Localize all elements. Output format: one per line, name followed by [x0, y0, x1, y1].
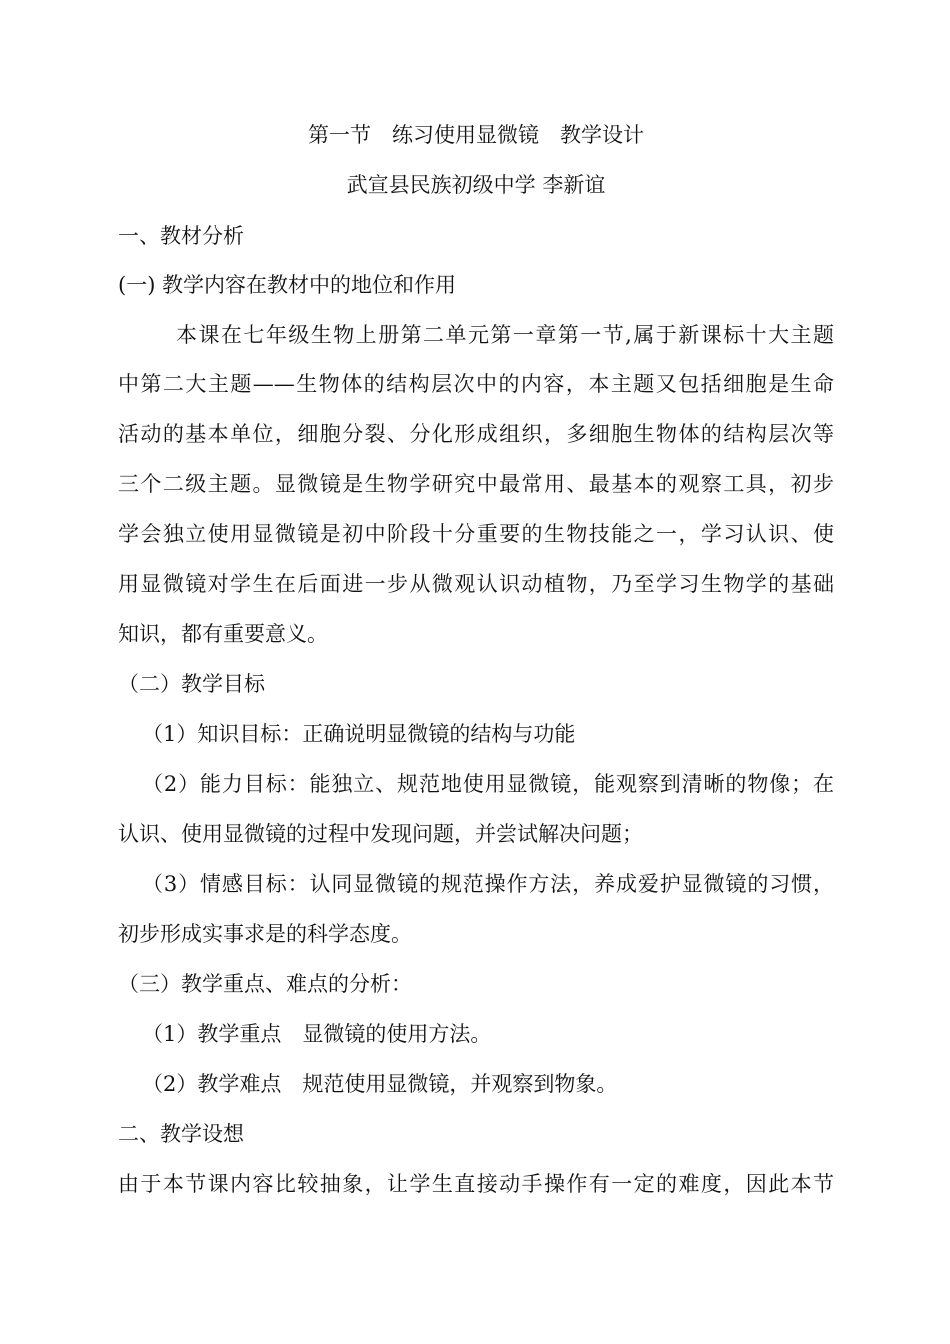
goal-emotion-line-1: （3）情感目标：认同显微镜的规范操作方法，养成爱护显微镜的习惯，: [142, 872, 834, 896]
paragraph-1-line-6: 用显微镜对学生在后面进一步从微观认识动植物，乃至学习生物学的基础: [118, 572, 834, 596]
section-heading-2: 二、教学设想: [118, 1122, 244, 1146]
key-point: （1）教学重点 显微镜的使用方法。: [142, 1022, 492, 1046]
subsection-heading-1: (一) 教学内容在教材中的地位和作用: [118, 273, 457, 297]
paragraph-1-line-2: 中第二大主题——生物体的结构层次中的内容，本主题又包括细胞是生命: [118, 372, 834, 396]
goal-ability-line-2: 认识、使用显微镜的过程中发现问题，并尝试解决问题；: [118, 822, 643, 846]
goal-knowledge: （1）知识目标：正确说明显微镜的结构与功能: [142, 722, 576, 746]
difficult-point: （2）教学难点 规范使用显微镜，并观察到物象。: [142, 1072, 618, 1096]
paragraph-1-line-3: 活动的基本单位，细胞分裂、分化形成组织，多细胞生物体的结构层次等: [118, 422, 834, 446]
paragraph-1-line-4: 三个二级主题。显微镜是生物学研究中最常用、最基本的观察工具，初步: [118, 472, 834, 496]
paragraph-2-line-1: 由于本节课内容比较抽象，让学生直接动手操作有一定的难度，因此本节: [118, 1172, 834, 1196]
section-heading-1: 一、教材分析: [118, 224, 244, 248]
document-title: 第一节 练习使用显微镜 教学设计: [308, 123, 644, 147]
paragraph-1-line-7: 知识，都有重要意义。: [118, 622, 328, 646]
paragraph-1-line-1: 本课在七年级生物上册第二单元第一章第一节,属于新课标十大主题: [176, 323, 834, 347]
author-line: 武宣县民族初级中学 李新谊: [346, 173, 606, 197]
goal-ability-line-1: （2）能力目标：能独立、规范地使用显微镜，能观察到清晰的物像；在: [142, 772, 834, 796]
goal-emotion-line-2: 初步形成实事求是的科学态度。: [118, 922, 412, 946]
paragraph-1-line-5: 学会独立使用显微镜是初中阶段十分重要的生物技能之一，学习认识、使: [118, 522, 834, 546]
subsection-heading-3: （三）教学重点、难点的分析：: [118, 972, 412, 996]
subsection-heading-2: （二）教学目标: [118, 672, 265, 696]
